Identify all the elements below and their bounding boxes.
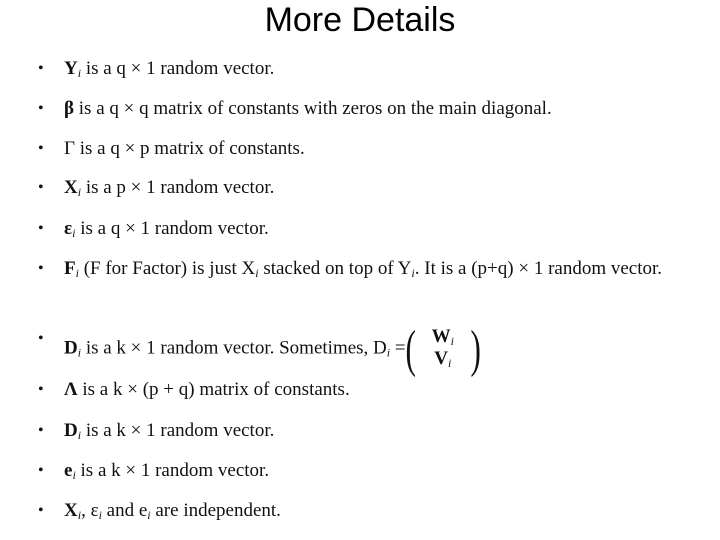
item-text [64,216,269,242]
bullet-icon: • [38,260,44,277]
item-description: is a q × p matrix of constants. [74,138,305,159]
item-description: is a p × 1 random vector. [81,177,275,198]
item-description: is a q × 1 random vector. [75,218,269,239]
slide-title: More Details [264,1,456,39]
item-text [64,175,274,201]
bullet-icon: • [38,140,44,157]
item-text [64,136,305,162]
item-description: is a k × 1 random vector. Sometimes, D [81,337,387,359]
math-subscript: i [77,428,82,442]
item-description: is a k × 1 random vector. [81,420,275,441]
math-symbol: β [64,98,75,119]
vector-cells [422,326,464,370]
right-paren-icon: ) [470,321,481,378]
column-vector [405,321,481,378]
item-text [64,256,714,282]
math-subscript: i [72,468,76,482]
item-description: , ε [81,500,99,521]
math-symbol: F [64,258,76,279]
math-subscript: i [98,508,102,522]
item-description: is a k × 1 random vector. [75,460,270,481]
math-symbol: W [431,326,451,347]
item-description: is a k × (p + q) matrix of constants. [77,379,350,400]
item-description-3: are independent. [150,500,281,521]
bullet-icon: • [38,422,44,439]
item-text [64,321,481,378]
item-description-3: . It is a (p+q) × 1 random vector. [414,258,663,279]
bullet-icon: • [38,220,44,237]
bullet-icon: • [38,179,44,196]
math-subscript: i [77,66,82,80]
item-description-2: and e [101,500,148,521]
math-subscript: i [77,508,82,522]
math-subscript: i [77,345,82,360]
item-text [64,96,552,122]
item-description: is a q × 1 random vector. [81,58,275,79]
item-text [64,377,350,403]
item-description: (F for Factor) is just X [78,258,256,279]
math-symbol: D [64,420,78,441]
math-symbol: ε [64,218,73,239]
item-text [64,56,274,82]
math-symbol: Γ [64,138,75,159]
math-subscript: i [72,226,76,240]
math-subscript: i [411,266,415,280]
bullet-icon: • [38,60,44,77]
left-paren-icon: ( [405,321,416,378]
vector-cell-bottom [432,348,454,370]
item-description-2: stacked on top of Y [258,258,412,279]
item-text [64,458,269,484]
bullet-icon: • [38,381,44,398]
math-subscript: i [77,185,82,199]
bullet-icon: • [38,462,44,479]
math-symbol: e [64,460,73,481]
bullet-icon: • [38,502,44,519]
math-subscript: i [255,266,259,280]
math-subscript: i [75,266,79,280]
item-text [64,418,274,444]
math-symbol: D [64,337,78,359]
item-description: is a q × q matrix of constants with zeros on the main diagonal. [74,98,552,119]
item-text [64,498,281,524]
math-subscript: i [450,334,454,348]
bullet-icon: • [38,330,44,347]
math-symbol: Λ [64,379,78,400]
bullet-icon: • [38,100,44,117]
math-symbol: X [64,500,78,521]
math-subscript: i [447,356,452,370]
vector-cell-top [432,326,454,348]
item-description-2: = [390,337,406,359]
math-subscript: i [386,345,391,360]
math-symbol: V [434,348,448,369]
math-symbol: Y [64,58,78,79]
math-subscript: i [147,508,151,522]
math-symbol: X [64,177,78,198]
